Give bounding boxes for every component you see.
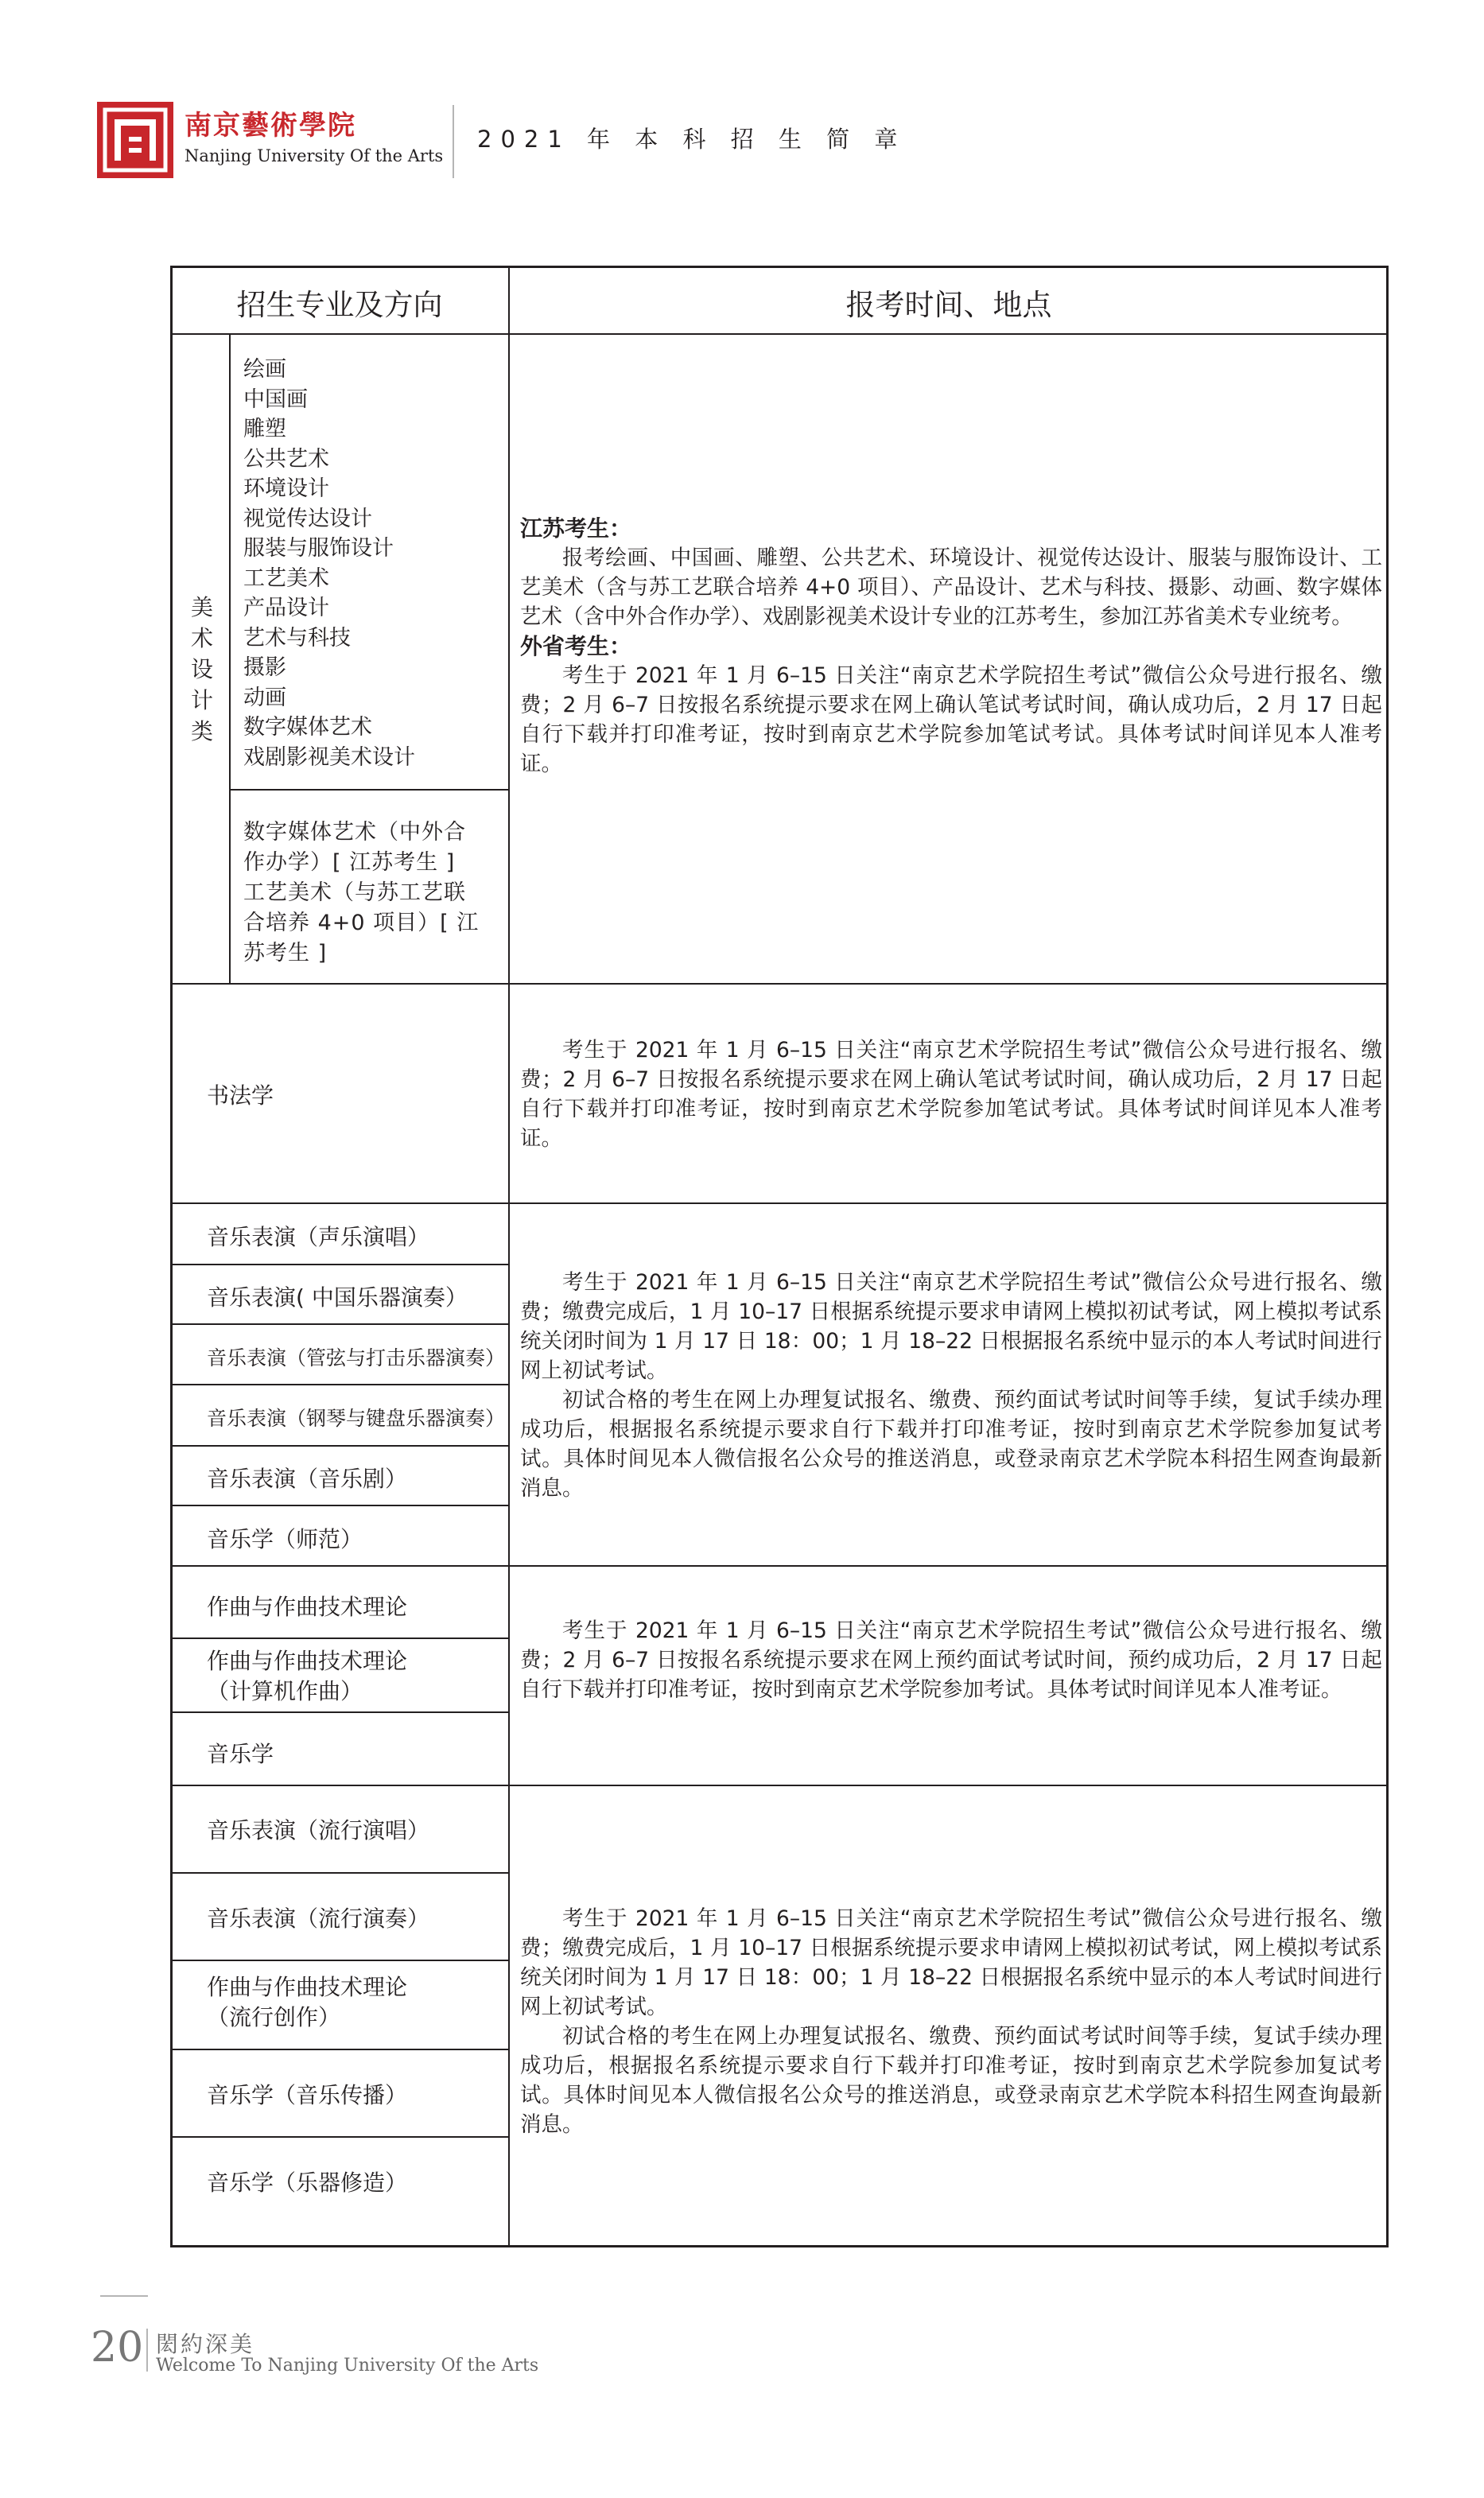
major-item: 音乐表演（流行演唱） xyxy=(207,1817,430,1843)
special-major-line: 工艺美术（与苏工艺联 xyxy=(243,880,466,905)
fine-arts-description xyxy=(520,514,1382,779)
major-item: 服装与服饰设计 xyxy=(243,536,394,561)
major-item: 音乐学（师范） xyxy=(207,1526,363,1552)
major-line: （流行创作） xyxy=(207,2004,341,2030)
column-divider xyxy=(508,266,510,2247)
major-item: 戏剧影视美术设计 xyxy=(243,745,415,770)
major-item: 音乐学（音乐传播） xyxy=(207,2082,408,2108)
cell-divider xyxy=(170,1384,509,1385)
major-item: 工艺美术 xyxy=(243,566,329,591)
special-major-line: 苏考生 ] xyxy=(243,941,328,965)
other-province-heading: 外省考生： xyxy=(520,633,632,659)
special-major-line: 数字媒体艺术（中外合 xyxy=(243,820,466,845)
row-divider xyxy=(170,333,1389,335)
cell-divider xyxy=(170,1637,509,1639)
major-item: 音乐表演（声乐演唱） xyxy=(207,1224,430,1250)
cell-divider xyxy=(170,2049,509,2050)
row-divider xyxy=(170,1785,1389,1786)
category-char: 美 xyxy=(190,594,213,620)
pop-music-text-1: 考生于 2021 年 1 月 6–15 日关注“南京艺术学院招生考试”微信公众号进行报名、缴费；缴费完成后，1 月 10–17 日根据系统提示要求申请网上模拟初试考试，网上模拟考试系统关闭时间为 1 月 17 日 18：00；1 月 18–22 日根据报名系统中显示的本人考试时间进行网上初试考试。 xyxy=(520,1906,1382,2019)
row-divider xyxy=(170,983,1389,985)
header-majors: 招生专业及方向 xyxy=(236,288,443,322)
major-line: 作曲与作曲技术理论 xyxy=(207,1648,408,1674)
major-item: 音乐表演( 中国乐器演奏） xyxy=(207,1284,468,1311)
major-item: 摄影 xyxy=(243,655,286,680)
category-label xyxy=(186,592,218,747)
other-province-text: 考生于 2021 年 1 月 6–15 日关注“南京艺术学院招生考试”微信公众号进行报名、缴费；2 月 6–7 日按报名系统提示要求在网上确认笔试考试时间，确认成功后，2 月 17 日起自行下载并打印准考证，按时到南京艺术学院参加笔试考试。具体考试时间详见本人准考证。 xyxy=(520,663,1382,776)
university-logo-icon xyxy=(97,102,173,178)
header-divider xyxy=(453,105,454,178)
major-item xyxy=(207,1972,407,2033)
major-line: 作曲与作曲技术理论 xyxy=(207,1974,408,2000)
music-performance-text-2: 初试合格的考生在网上办理复试报名、缴费、预约面试考试时间等手续，复试手续办理成功后，根据报名系统提示要求自行下载并打印准考证，按时到南京艺术学院参加复试考试。具体时间见本人微信报名公众号的推送消息，或登录南京艺术学院本科招生网查询最新消息。 xyxy=(520,1388,1382,1501)
major-item: 音乐表演（音乐剧） xyxy=(207,1466,408,1492)
calligraphy-description xyxy=(520,1035,1382,1153)
major-item: 绘画 xyxy=(243,357,286,382)
major-item: 动画 xyxy=(243,686,286,710)
major-item: 视觉传达设计 xyxy=(243,507,372,531)
cell-divider xyxy=(170,1505,509,1506)
composition-description xyxy=(520,1616,1382,1704)
footer-rule xyxy=(100,2295,148,2297)
composition-text: 考生于 2021 年 1 月 6–15 日关注“南京艺术学院招生考试”微信公众号进行报名、缴费；2 月 6–7 日按报名系统提示要求在网上预约面试考试时间，预约成功后，2 月 17 日起自行下载并打印准考证，按时到南京艺术学院参加考试。具体考试时间详见本人准考证。 xyxy=(520,1618,1382,1702)
cell-divider xyxy=(170,2136,509,2138)
category-char: 术 xyxy=(190,625,213,651)
school-name-cn: 南京藝術學院 xyxy=(185,110,356,142)
major-item: 环境设计 xyxy=(243,476,329,501)
cell-divider xyxy=(170,1264,509,1265)
major-item: 音乐表演（流行演奏） xyxy=(207,1906,430,1932)
special-major-line: 合培养 4+0 项目）[ 江 xyxy=(243,911,480,935)
category-char: 类 xyxy=(190,718,213,744)
major-item: 音乐表演（管弦与打击乐器演奏） xyxy=(207,1346,506,1369)
major-item: 数字媒体艺术 xyxy=(243,715,372,740)
calligraphy-text: 考生于 2021 年 1 月 6–15 日关注“南京艺术学院招生考试”微信公众号进行报名、缴费；2 月 6–7 日按报名系统提示要求在网上确认笔试考试时间，确认成功后，2 月 17 日起自行下载并打印准考证，按时到南京艺术学院参加笔试考试。具体考试时间详见本人准考证。 xyxy=(520,1038,1382,1151)
pop-music-text-2: 初试合格的考生在网上办理复试报名、缴费、预约面试考试时间等手续，复试手续办理成功后，根据报名系统提示要求自行下载并打印准考证，按时到南京艺术学院参加复试考试。具体时间见本人微信报名公众号的推送消息，或登录南京艺术学院本科招生网查询最新消息。 xyxy=(520,2024,1382,2137)
major-item: 中国画 xyxy=(243,387,308,412)
page-number: 20 xyxy=(91,2324,144,2372)
music-performance-description xyxy=(520,1268,1382,1503)
category-divider xyxy=(229,335,231,984)
major-item: 作曲与作曲技术理论 xyxy=(207,1594,408,1620)
major-line: （计算机作曲） xyxy=(207,1678,363,1704)
major-item: 公共艺术 xyxy=(243,447,329,472)
cell-divider xyxy=(170,1445,509,1447)
cell-divider xyxy=(170,1872,509,1874)
major-calligraphy: 书法学 xyxy=(207,1082,274,1109)
jiangsu-heading: 江苏考生： xyxy=(520,515,632,542)
music-performance-text-1: 考生于 2021 年 1 月 6–15 日关注“南京艺术学院招生考试”微信公众号进行报名、缴费；缴费完成后，1 月 10–17 日根据系统提示要求申请网上模拟初试考试，网上模拟考试系统关闭时间为 1 月 17 日 18：00；1 月 18–22 日根据报名系统中显示的本人考试时间进行网上初试考试。 xyxy=(520,1270,1382,1383)
major-item: 音乐学（乐器修造） xyxy=(207,2170,408,2196)
cell-divider xyxy=(170,1960,509,1961)
footer-welcome: Welcome To Nanjing University Of the Arts xyxy=(156,2356,539,2376)
cell-divider xyxy=(170,1711,509,1713)
major-item: 艺术与科技 xyxy=(243,626,351,651)
footer-motto: 閎約深美 xyxy=(156,2331,255,2357)
document-title: 2021 年 本 科 招 生 简 章 xyxy=(477,126,907,153)
category-char: 计 xyxy=(190,687,213,713)
major-item: 产品设计 xyxy=(243,596,329,620)
header-time-place: 报考时间、地点 xyxy=(845,288,1052,322)
row-divider xyxy=(170,1565,1389,1567)
footer-divider xyxy=(146,2329,148,2372)
pop-music-description xyxy=(520,1904,1382,2139)
major-item: 音乐学 xyxy=(207,1741,274,1767)
major-item: 音乐表演（钢琴与键盘乐器演奏） xyxy=(207,1407,506,1430)
jiangsu-text: 报考绘画、中国画、雕塑、公共艺术、环境设计、视觉传达设计、服装与服饰设计、工艺美术（含与苏工艺联合培养 4+0 项目）、产品设计、艺术与科技、摄影、动画、数字媒体艺术（含中外合作办学）、戏剧影视美术设计专业的江苏考生，参加江苏省美术专业统考。 xyxy=(520,546,1382,629)
row-divider xyxy=(170,1202,1389,1204)
school-name-en: Nanjing University Of the Arts xyxy=(185,146,444,165)
special-major-line: 作办学）[ 江苏考生 ] xyxy=(243,850,456,875)
major-item: 雕塑 xyxy=(243,417,286,441)
cell-divider xyxy=(229,789,509,791)
major-item xyxy=(207,1646,407,1707)
category-char: 设 xyxy=(190,656,213,682)
cell-divider xyxy=(170,1323,509,1325)
